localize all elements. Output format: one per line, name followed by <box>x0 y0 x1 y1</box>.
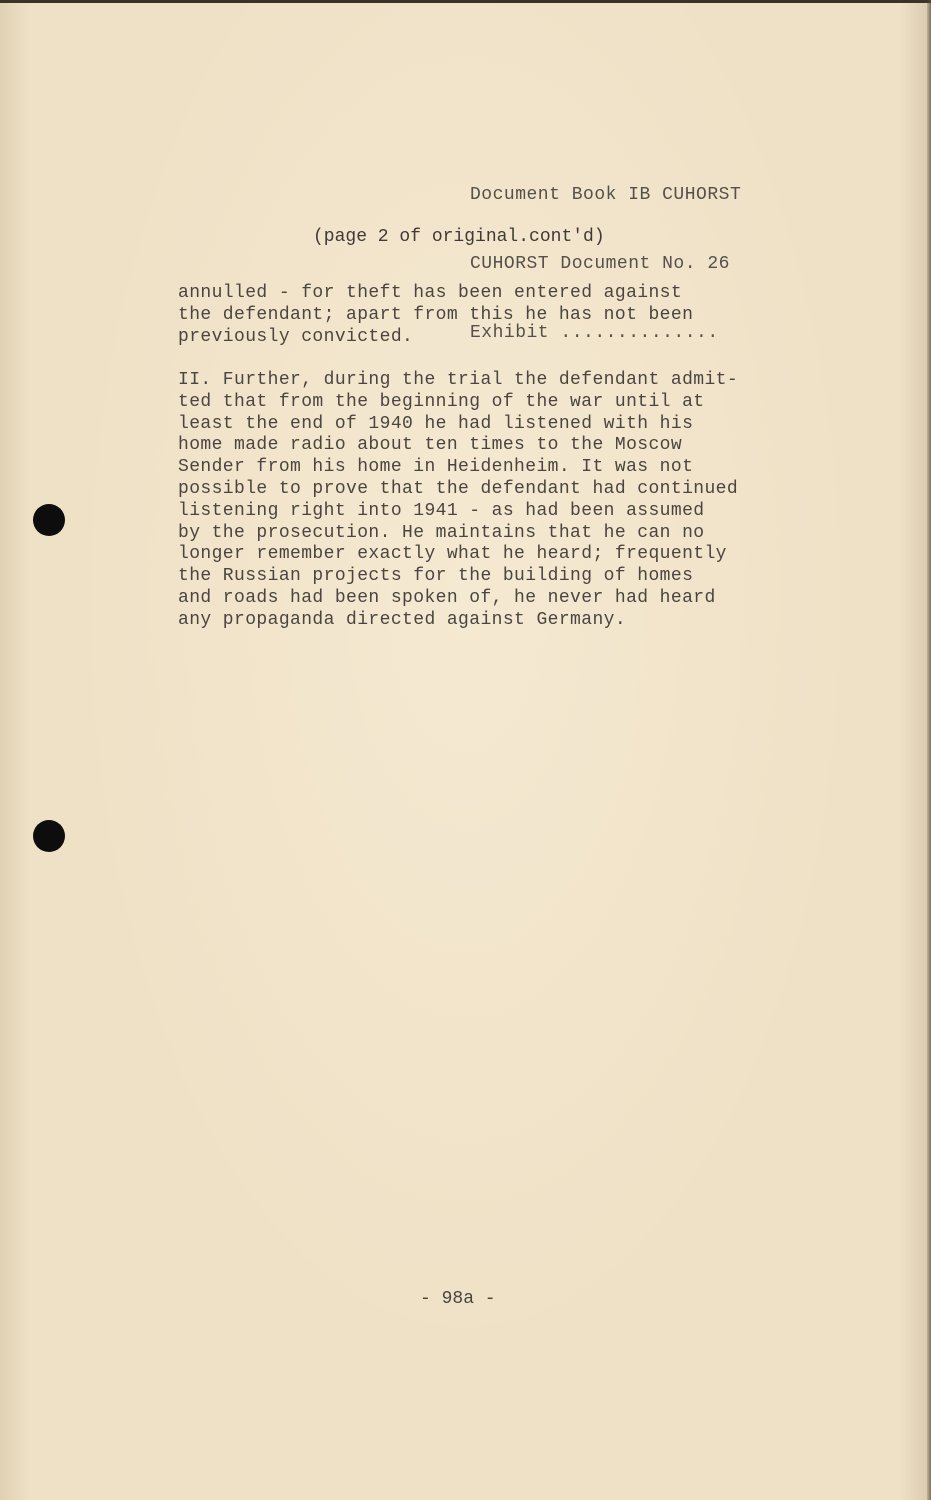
text-line: the defendant; apart from this he has not been <box>178 304 694 325</box>
paragraph-1 <box>178 283 693 348</box>
punch-hole <box>33 504 65 536</box>
text-line: home made radio about ten times to the Moscow <box>178 435 683 456</box>
page-number: - 98a - <box>420 1289 496 1309</box>
document-header <box>470 138 741 391</box>
header-line-exhibit: Exhibit .............. <box>470 323 719 343</box>
text-line: by the prosecution. He maintains that he can no <box>178 522 705 543</box>
page-subheading: (page 2 of original.cont'd) <box>313 227 605 247</box>
text-line: ted that from the beginning of the war until at <box>178 391 705 412</box>
page-top-edge <box>0 0 931 3</box>
punch-hole <box>33 820 65 852</box>
header-line-book: Document Book IB CUHORST <box>470 185 742 205</box>
text-line: Sender from his home in Heidenheim. It was not <box>178 457 694 478</box>
text-line: previously convicted. <box>178 326 414 347</box>
header-line-document-number: CUHORST Document No. 26 <box>470 254 730 274</box>
text-line: and roads had been spoken of, he never had heard <box>178 587 716 608</box>
text-line: any propaganda directed against Germany. <box>178 609 627 630</box>
text-line: least the end of 1940 he had listened with his <box>178 413 694 434</box>
text-line: II. Further, during the trial the defendant admit- <box>178 370 739 390</box>
paragraph-2 <box>178 370 738 632</box>
page-right-edge <box>927 0 931 1500</box>
text-line: listening right into 1941 - as had been assumed <box>178 500 705 521</box>
text-line: possible to prove that the defendant had continued <box>178 478 739 499</box>
text-line: longer remember exactly what he heard; frequently <box>178 544 727 565</box>
text-line: the Russian projects for the building of homes <box>178 566 694 587</box>
text-line: annulled - for theft has been entered against <box>178 283 683 303</box>
